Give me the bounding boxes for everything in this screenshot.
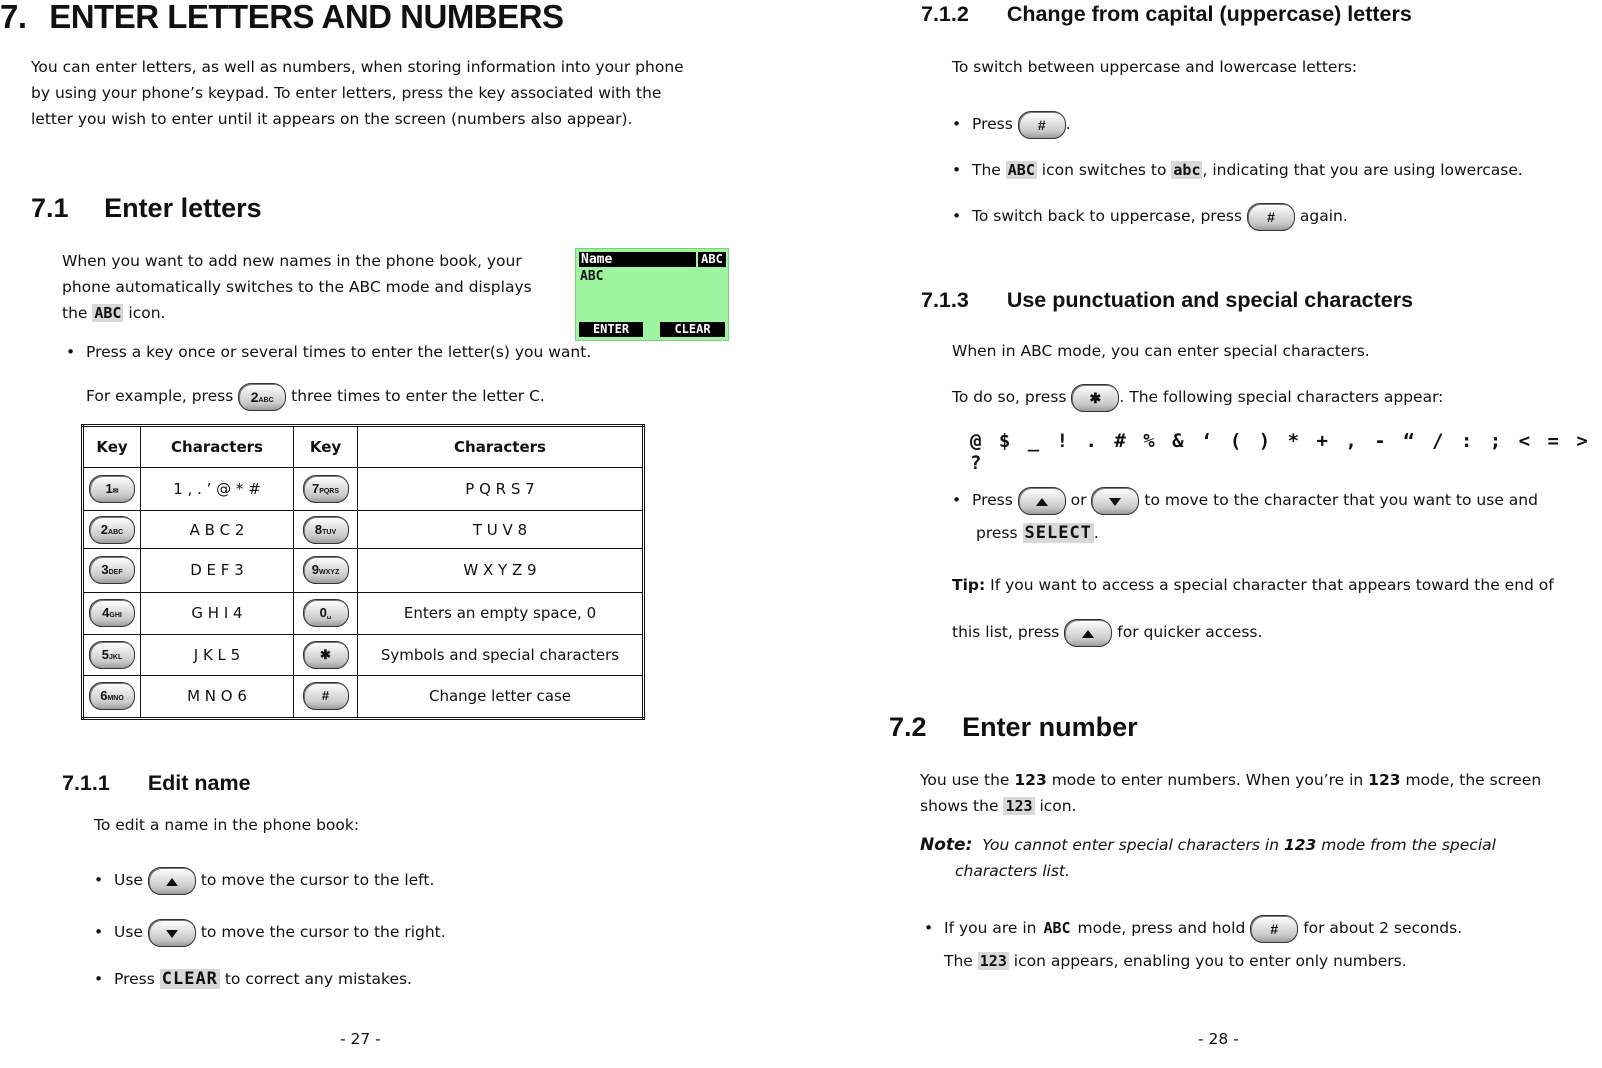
table-cell: Enters an empty space, 0 — [358, 592, 644, 634]
text: to move the cursor to the right. — [200, 923, 446, 941]
table-cell: A B C 2 — [141, 511, 294, 549]
table-cell: T U V 8 — [358, 511, 644, 549]
table-cell: M N O 6 — [141, 675, 294, 718]
bullet-text: Press a key once or several times to enter the letter(s) you want. — [86, 343, 592, 361]
section-number: 7.1.3 — [921, 288, 969, 312]
intro-paragraph — [31, 54, 731, 132]
numeric-mode-icon: 123 — [979, 952, 1007, 970]
section-7-2-paragraph — [920, 767, 1600, 819]
text: icon appears, enabling you to enter only numbers. — [1013, 952, 1407, 970]
screen-name-bar: Name — [579, 252, 696, 267]
star-key-icon: ✱ — [1071, 384, 1119, 412]
key-8-icon: 8TUV — [303, 516, 349, 544]
abc-mode-icon: ABC — [1007, 161, 1035, 179]
up-arrow-key-icon — [1064, 619, 1112, 647]
text: You use the — [920, 771, 1010, 789]
lowercase-mode-icon: abc — [1173, 161, 1201, 179]
text: . The following special characters appear: — [1119, 388, 1444, 406]
text: icon. — [128, 304, 166, 322]
phone-screen-illustration — [575, 248, 729, 341]
table-header: Characters — [358, 426, 644, 468]
text: Press — [972, 115, 1013, 133]
section-title: Use punctuation and special characters — [1006, 288, 1414, 312]
hash-key-icon: # — [1250, 915, 1298, 943]
text: You cannot enter special characters in — [982, 836, 1280, 854]
table-cell: Symbols and special characters — [358, 634, 644, 675]
bullet-cursor-right — [114, 912, 446, 952]
section-title: Change from capital (uppercase) letters — [1006, 2, 1412, 26]
table-cell: Change letter case — [358, 675, 644, 718]
text: For example, press — [86, 387, 234, 405]
section-title: Enter number — [962, 712, 1138, 742]
note-label: Note: — [920, 835, 973, 855]
bullet-navigate — [972, 480, 1538, 520]
intro-line: by using your phone’s keypad. To enter letters, press the key associated with the — [31, 84, 662, 102]
abc-mode-icon: ABC — [1043, 919, 1071, 937]
text: the — [62, 304, 88, 322]
paragraph-line: phone automatically switches to the ABC mode and displays — [62, 278, 532, 296]
key-character-table — [81, 424, 645, 720]
table-row — [83, 511, 644, 549]
section-7-1-2-heading — [921, 2, 1412, 27]
table-header-row — [83, 426, 644, 468]
note-line-2: characters list. — [955, 862, 1070, 880]
table-row — [83, 675, 644, 718]
table-header: Key — [83, 426, 141, 468]
table-header: Characters — [141, 426, 294, 468]
section-title: Enter letters — [104, 193, 262, 223]
section-number: 7.1.2 — [921, 2, 969, 26]
bullet-hold-hash — [944, 908, 1462, 948]
table-cell: J K L 5 — [141, 634, 294, 675]
tip-line-1 — [952, 572, 1554, 598]
text: To switch back to uppercase, press — [972, 207, 1243, 225]
key-4-icon: 4GHI — [89, 599, 135, 627]
table-row — [83, 468, 644, 511]
text: this list, press — [952, 623, 1060, 641]
tip-label: Tip: — [952, 576, 986, 594]
paragraph-line: When you want to add new names in the phone book, your — [62, 252, 522, 270]
key-1-icon: 1✉ — [89, 475, 135, 503]
numeric-mode-line — [944, 948, 1407, 974]
bullet-cursor-left — [114, 860, 434, 900]
text: mode from the special — [1321, 836, 1496, 854]
key-0-icon: 0␣ — [303, 599, 349, 627]
text: To do so, press — [952, 388, 1067, 406]
text: icon switches to — [1041, 161, 1167, 179]
text: to move the cursor to the left. — [200, 871, 435, 889]
mode-123-text: 123 — [1368, 771, 1401, 789]
specials-intro: When in ABC mode, you can enter special characters. — [952, 342, 1370, 360]
text: mode to enter numbers. When you’re in — [1051, 771, 1364, 789]
text: or — [1070, 491, 1087, 509]
screen-enter-softkey: ENTER — [579, 322, 643, 337]
text: Press — [972, 491, 1013, 509]
text: . — [1093, 524, 1099, 542]
text: again. — [1299, 207, 1348, 225]
text: If you are in — [944, 919, 1037, 937]
section-number: 7.1.1 — [62, 771, 110, 795]
up-arrow-key-icon — [148, 867, 196, 895]
table-header: Key — [294, 426, 358, 468]
table-cell: G H I 4 — [141, 592, 294, 634]
text: shows the — [920, 797, 999, 815]
hash-key-icon: # — [1247, 203, 1295, 231]
section-title: Edit name — [147, 771, 251, 795]
text: If you want to access a special character that appears toward the end of — [990, 576, 1554, 594]
key-5-icon: 5JKL — [89, 641, 135, 669]
screen-mode-indicator: ABC — [698, 252, 726, 267]
text: press — [976, 524, 1018, 542]
text: The — [972, 161, 1001, 179]
chapter-title-text: ENTER LETTERS AND NUMBERS — [49, 0, 564, 35]
mode-123-text: 123 — [1014, 771, 1047, 789]
text: mode, press and hold — [1077, 919, 1246, 937]
text: for about 2 seconds. — [1303, 919, 1463, 937]
page-number: - 28 - — [1198, 1030, 1239, 1048]
key-2-abc-icon: 2ABC — [238, 383, 286, 411]
note-block — [920, 832, 1496, 884]
case-intro: To switch between uppercase and lowercase letters: — [952, 58, 1358, 76]
table-cell: P Q R S 7 — [358, 468, 644, 511]
clear-softkey-icon: CLEAR — [161, 969, 218, 989]
text: Use — [114, 923, 143, 941]
down-arrow-key-icon — [1091, 487, 1139, 515]
screen-input-text: ABC — [580, 269, 604, 284]
section-7-1-1-heading — [62, 771, 251, 796]
bullet-clear — [114, 966, 412, 992]
text: The — [944, 952, 973, 970]
section-7-1-heading — [31, 193, 262, 224]
table-row — [83, 592, 644, 634]
screen-clear-softkey: CLEAR — [660, 322, 725, 337]
edit-intro: To edit a name in the phone book: — [94, 816, 360, 834]
chapter-title — [0, 0, 564, 36]
text: . — [1065, 115, 1071, 133]
bullet-switch-back — [972, 196, 1348, 236]
text: three times to enter the letter C. — [291, 387, 545, 405]
table-row — [83, 549, 644, 592]
special-characters-list: @ $ _ ! . # % & ‘ ( ) * + , - “ / : ; < = > ? — [970, 430, 1588, 474]
example-line — [86, 378, 545, 414]
abc-mode-icon: ABC — [94, 304, 122, 322]
table-cell: W X Y Z 9 — [358, 549, 644, 592]
key-hash-icon: # — [303, 682, 349, 710]
section-number: 7.1 — [31, 193, 69, 223]
mode-123-text: 123 — [1283, 836, 1317, 854]
section-7-2-heading — [889, 712, 1138, 743]
intro-line: You can enter letters, as well as numbers, when storing information into your phone — [31, 58, 684, 76]
text: to move to the character that you want to use and — [1144, 491, 1538, 509]
page-number: - 27 - — [340, 1030, 381, 1048]
up-arrow-key-icon — [1018, 487, 1066, 515]
key-star-icon: ✱ — [303, 641, 349, 669]
section-7-1-3-heading — [921, 288, 1413, 313]
bullet-press-key — [86, 339, 591, 365]
table-cell: D E F 3 — [141, 549, 294, 592]
numeric-mode-icon: 123 — [1005, 797, 1033, 815]
intro-line: letter you wish to enter until it appears on the screen (numbers also appear). — [31, 110, 633, 128]
key-6-icon: 6MNO — [89, 682, 135, 710]
text: Press — [114, 970, 155, 988]
text: icon. — [1039, 797, 1077, 815]
key-2-icon: 2ABC — [89, 516, 135, 544]
text: mode, the screen — [1405, 771, 1542, 789]
table-cell: 1 , . ’ @ * # — [141, 468, 294, 511]
section-number: 7.2 — [889, 712, 927, 742]
key-7-icon: 7PQRS — [303, 475, 349, 503]
tip-line-2 — [952, 612, 1262, 652]
text: Use — [114, 871, 143, 889]
text: to correct any mistakes. — [224, 970, 412, 988]
table-row — [83, 634, 644, 675]
hash-key-icon: # — [1018, 111, 1066, 139]
select-softkey-icon: SELECT — [1024, 523, 1092, 543]
chapter-number: 7. — [0, 0, 27, 35]
text: for quicker access. — [1117, 623, 1263, 641]
key-9-icon: 9WXYZ — [303, 556, 349, 584]
bullet-press-hash — [972, 104, 1071, 144]
specials-press-star — [952, 377, 1443, 417]
section-7-1-paragraph — [62, 248, 562, 326]
key-3-icon: 3DEF — [89, 556, 135, 584]
down-arrow-key-icon — [148, 919, 196, 947]
text: , indicating that you are using lowercase. — [1202, 161, 1523, 179]
navigate-line-2 — [976, 520, 1099, 546]
bullet-abc-switch — [972, 157, 1523, 183]
